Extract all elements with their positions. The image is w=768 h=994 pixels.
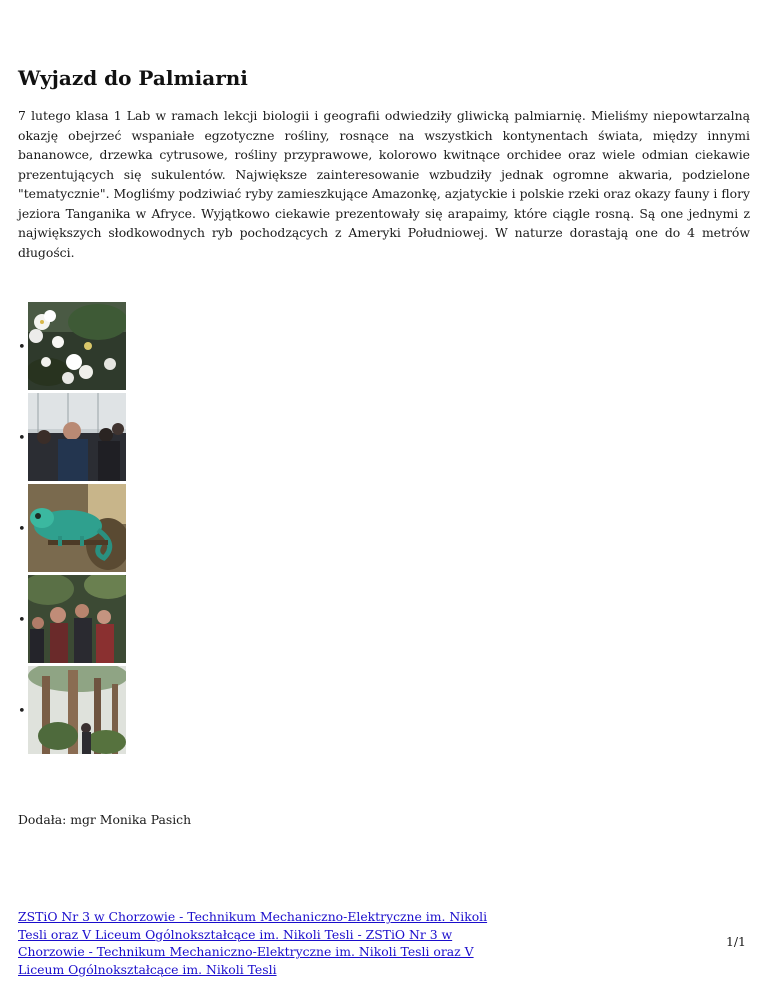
gallery-item	[18, 302, 138, 392]
photo-gallery	[18, 302, 138, 757]
photo-green-chameleon[interactable]	[28, 484, 126, 572]
photo-students-among-plants[interactable]	[28, 575, 126, 663]
gallery-item	[18, 484, 138, 574]
list-bullet: •	[18, 704, 26, 719]
photo-palm-trunks[interactable]	[28, 666, 126, 754]
page-number: 1/1	[726, 934, 746, 949]
list-bullet: •	[18, 522, 26, 537]
gallery-item	[18, 393, 138, 483]
list-bullet: •	[18, 340, 26, 355]
gallery-item	[18, 666, 138, 756]
gallery-item	[18, 575, 138, 665]
author-credit: Dodała: mgr Monika Pasich	[18, 812, 192, 827]
list-bullet: •	[18, 431, 26, 446]
article-body: 7 lutego klasa 1 Lab w ramach lekcji biologii i geografii odwiedziły gliwicką palmiarnię. Mieliśmy niepowtarzalną okazję obejrzeć wspaniałe egzotyczne rośliny, rosnące na wszystkich kontynentach świata, między innymi bananowce, drzewka cytrusowe, rośliny przyprawowe, kolorowo kwitnące orchidee oraz wiele odmian ciekawie prezentujących się sukulentów. Największe zainteresowanie wzbudziły jednak ogromne akwaria, podzielone "tematycznie". Mogliśmy podziwiać ryby zamieszkujące Amazonkę, azjatyckie i polskie rzeki oraz okazy fauny i flory jeziora Tanganika w Afryce. Wyjątkowo ciekawie prezentowały się arapaimy, które ciągle rosną. Są one jednymi z największych słodkowodnych ryb pochodzących z Ameryki Południowej. W naturze dorastają one do 4 metrów długości.	[18, 108, 750, 260]
list-bullet: •	[18, 613, 26, 628]
photo-student-group-greenhouse[interactable]	[28, 393, 126, 481]
photo-white-orchids[interactable]	[28, 302, 126, 390]
article-title: Wyjazd do Palmiarni	[18, 66, 248, 90]
school-site-link[interactable]: ZSTiO Nr 3 w Chorzowie - Technikum Mechaniczno-Elektryczne im. Nikoli Tesli oraz V Liceum Ogólnokształcące im. Nikoli Tesli - ZSTiO Nr 3 w Chorzowie - Technikum Mechaniczno-Elektryczne im. Nikoli Tesli oraz V Liceum Ogólnokształcące im. Nikoli Tesli	[18, 909, 488, 977]
